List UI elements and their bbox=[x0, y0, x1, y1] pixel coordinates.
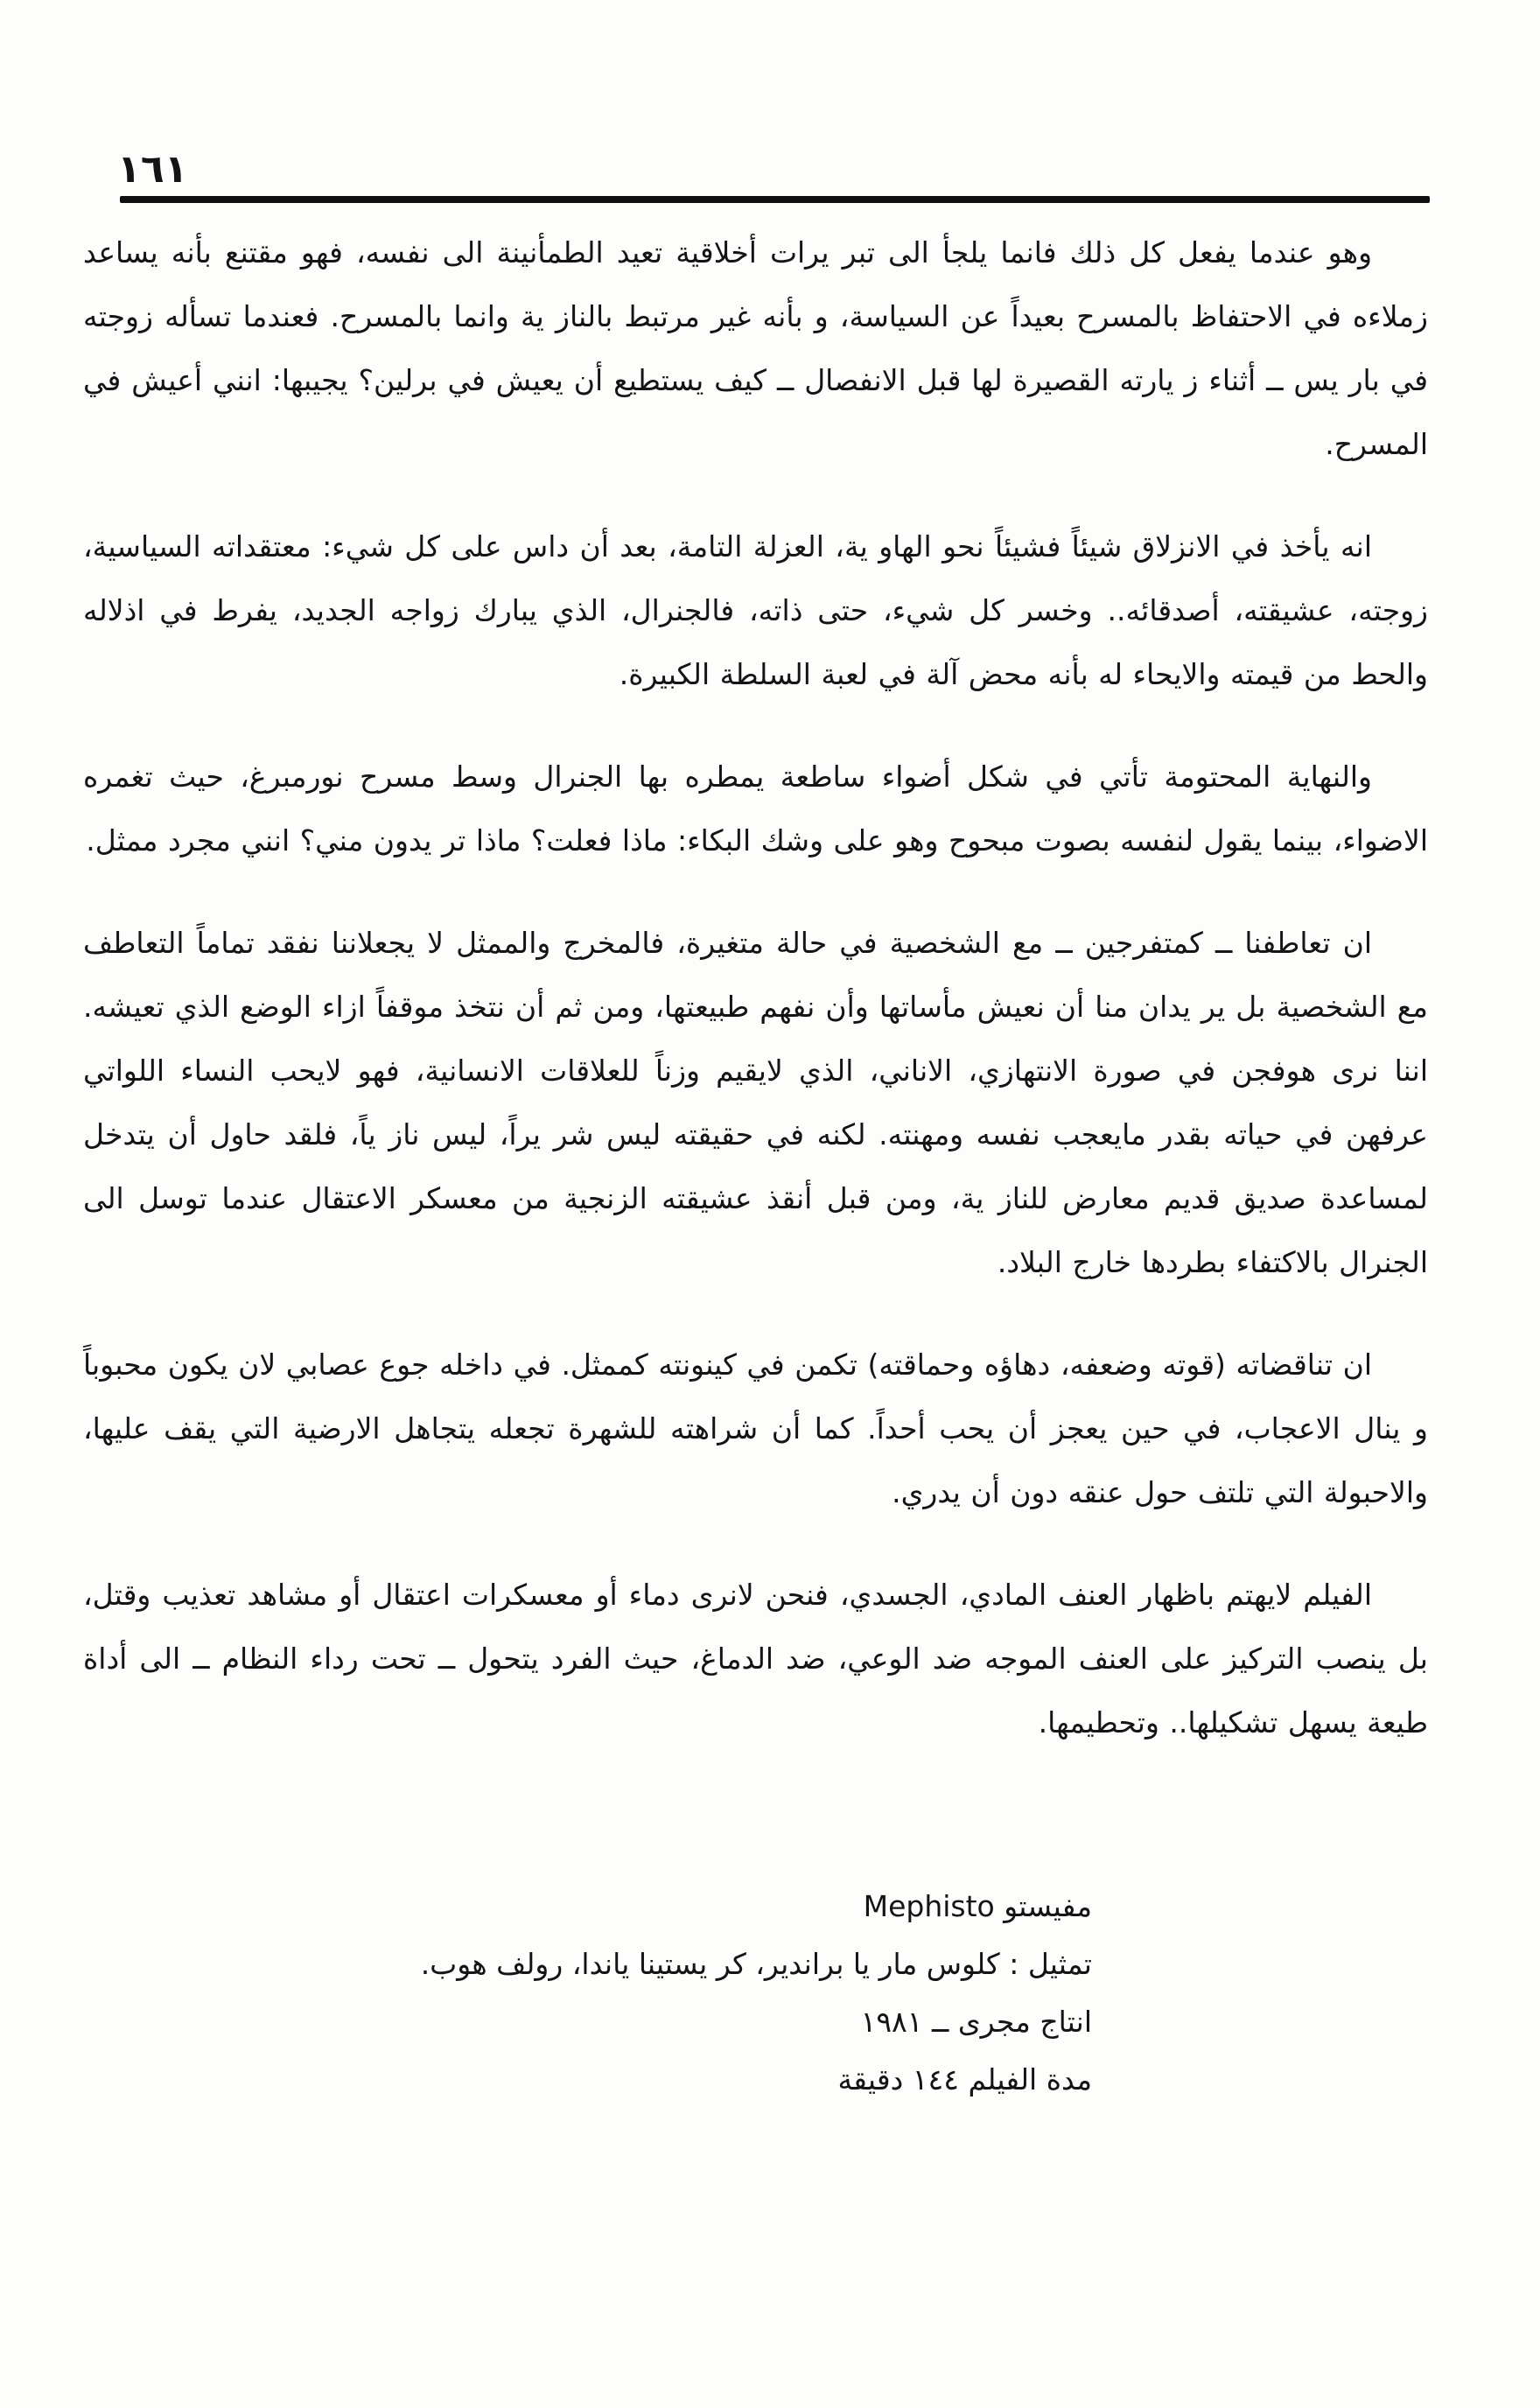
film-duration: مدة الفيلم ١٤٤ دقيقة bbox=[837, 2062, 1092, 2096]
paragraph: وهو عندما يفعل كل ذلك فانما يلجأ الى تبر يرات أخلاقية تعيد الطمأنينة الى نفسه، فهو مقتنع بأنه يساعد زملاءه في الاحتفاظ بالمسرح بعيداً عن السياسة، و بأنه غير مرتبط بالناز ية وانما بالمسرح. فعندما تسأله زوجته في بار يس ــ أثناء ز يارته القصيرة لها قبل الانفصال ــ كيف يستطيع أن يعيش في برلين؟ يجيبها: انني أعيش في المسرح. bbox=[83, 235, 1428, 461]
article-body bbox=[83, 220, 1428, 1754]
paragraph: ان تناقضاته (قوته وضعفه، دهاؤه وحماقته) تكمن في كينونته كممثل. في داخله جوع عصابي لان يكون محبوباً و ينال الاعجاب، في حين يعجز أن يحب أحداً. كما أن شراهته للشهرة تجعله يتجاهل الارضية التي يقف عليها، والاحبولة التي تلتف حول عنقه دون أن يدري. bbox=[83, 1348, 1428, 1509]
paragraph: الفيلم لايهتم باظهار العنف المادي، الجسدي، فنحن لانرى دماء أو معسكرات اعتقال أو مشاهد تعذيب وقتل، بل ينصب التركيز على العنف الموجه ضد الوعي، ضد الدماغ، حيث الفرد يتحول ــ تحت رداء النظام ــ الى أداة طيعة يسهل تشكيلها.. وتحطيمها. bbox=[83, 1578, 1428, 1740]
page-number: ١٦١ bbox=[117, 147, 188, 192]
paragraph: والنهاية المحتومة تأتي في شكل أضواء ساطعة يمطره بها الجنرال وسط مسرح نورمبرغ، حيث تغمره الاضواء، بينما يقول لنفسه بصوت مبحوح وهو على وشك البكاء: ماذا فعلت؟ ماذا تر يدون مني؟ انني مجرد ممثل. bbox=[83, 760, 1428, 858]
header-rule bbox=[120, 196, 1430, 203]
paragraph: ان تعاطفنا ــ كمتفرجين ــ مع الشخصية في حالة متغيرة، فالمخرج والممثل لا يجعلاننا نفقد تماماً التعاطف مع الشخصية بل ير يدان منا أن نعيش مأساتها وأن نفهم طبيعتها، ومن ثم أن نتخذ موقفاً ازاء الوضع الذي تعيشه. اننا نرى هوفجن في صورة الانتهازي، الاناني، الذي لايقيم وزناً للعلاقات الانسانية، فهو لايحب النساء اللواتي عرفهن في حياته بقدر مايعجب نفسه ومهنته. لكنه في حقيقته ليس شر يراً، ليس ناز ياً، فلقد حاول أن يتدخل لمساعدة صديق قديم معارض للناز ية، ومن قبل أنقذ عشيقته الزنجية من معسكر الاعتقال عندما توسل الى الجنرال بالاكتفاء بطردها خارج البلاد. bbox=[83, 926, 1428, 1279]
film-production: انتاج مجرى ــ ١٩٨١ bbox=[860, 2005, 1092, 2039]
paragraph: انه يأخذ في الانزلاق شيئاً فشيئاً نحو الهاو ية، العزلة التامة، بعد أن داس على كل شيء: معتقداته السياسية، زوجته، عشيقته، أصدقائه.. وخسر كل شيء، حتى ذاته، فالجنرال، الذي يبارك زواجه الجديد، يفرط في اذلاله والحط من قيمته والايحاء له بأنه محض آلة في لعبة السلطة الكبيرة. bbox=[83, 529, 1428, 691]
film-cast: تمثيل : كلوس مار يا براندير، كر يستينا ياندا، رولف هوب. bbox=[420, 1947, 1092, 1981]
film-credits bbox=[421, 1878, 1092, 2109]
film-title: مفيستو Mephisto bbox=[863, 1889, 1092, 1923]
